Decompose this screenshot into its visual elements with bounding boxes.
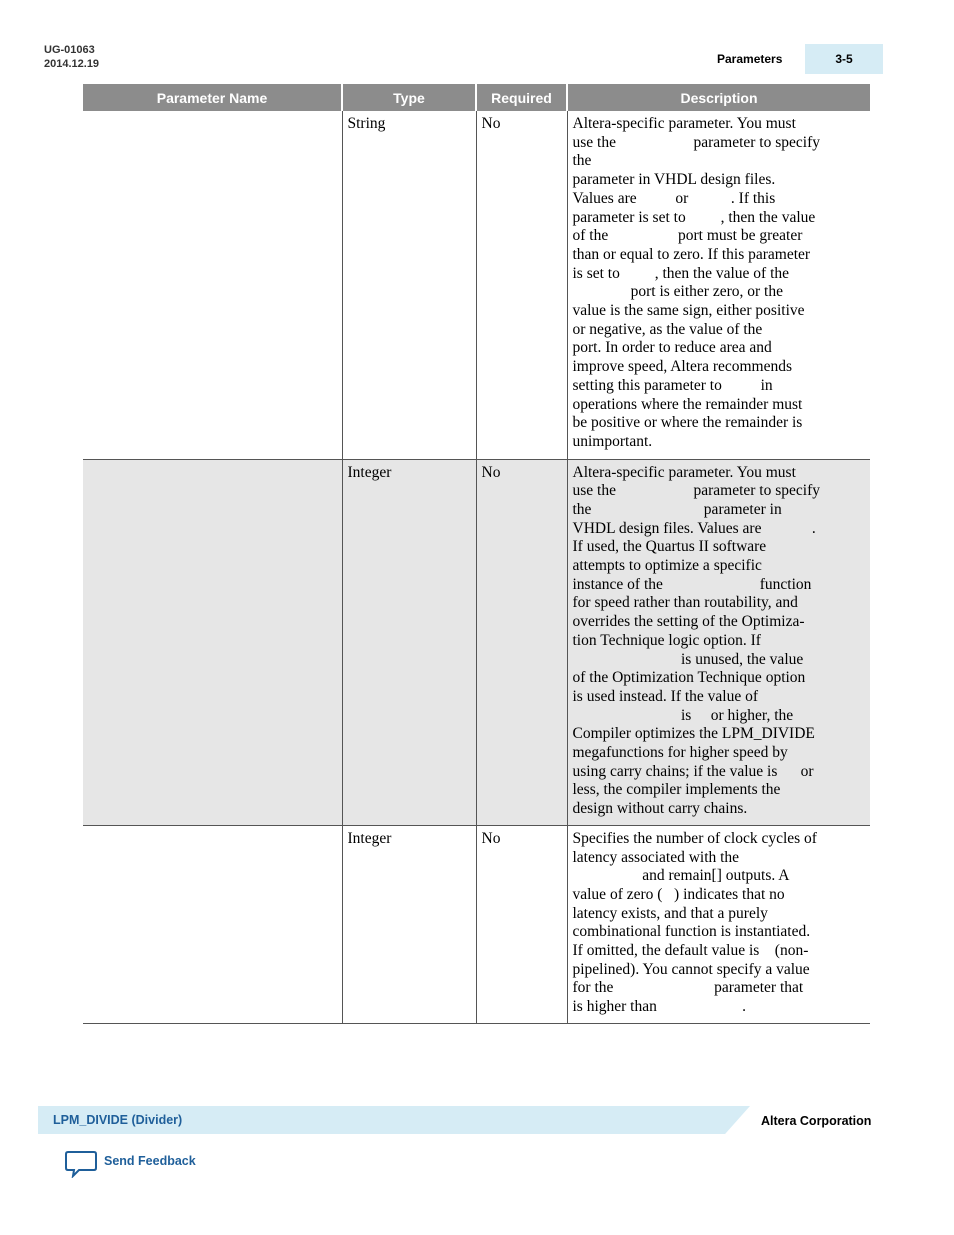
description-line: and remain[] outputs. A [572, 867, 790, 885]
description-line: parameter in VHDL design files. [572, 171, 776, 189]
description-line: unimportant. [572, 432, 653, 450]
description-line: the [572, 152, 592, 170]
description-line: pipelined). You cannot specify a value [572, 960, 810, 978]
cell-description [567, 825, 870, 1023]
cell-parameter-name [83, 111, 342, 459]
description-line: is higher than . [572, 998, 746, 1016]
description-line: Specifies the number of clock cycles of [572, 829, 817, 847]
footer-doc-title: LPM_DIVIDE (Divider) [53, 1113, 183, 1127]
description-line: latency exists, and that a purely [572, 904, 768, 922]
description-line: for the parameter that [572, 979, 804, 997]
description-line: use the parameter to specify [572, 482, 820, 500]
cell-type: String [342, 111, 476, 459]
description-line: less, the compiler implements the [572, 781, 781, 799]
column-header-parameter-name: Parameter Name [83, 84, 342, 111]
cell-parameter-name [83, 825, 342, 1023]
description-line: or negative, as the value of the [572, 320, 763, 338]
description-line: of the port must be greater [572, 227, 803, 245]
parameters-table [83, 84, 870, 1024]
footer-company: Altera Corporation [761, 1114, 872, 1128]
description-line: megafunctions for higher speed by [572, 744, 788, 762]
send-feedback-link[interactable]: Send Feedback [104, 1154, 196, 1168]
description-line: value is the same sign, either positive [572, 302, 805, 320]
page-number: 3-5 [805, 44, 883, 74]
doc-date: 2014.12.19 [44, 58, 100, 70]
description-line: If used, the Quartus II software [572, 538, 767, 556]
description-line: of the Optimization Technique option [572, 669, 806, 687]
description-line: tion Technique logic option. If [572, 631, 761, 649]
cell-required: No [476, 459, 567, 825]
description-line: instance of the function [572, 575, 812, 593]
description-line: Compiler optimizes the LPM_DIVIDE [572, 725, 815, 743]
description-line: is used instead. If the value of [572, 687, 759, 705]
description-line: setting this parameter to in [572, 376, 773, 394]
description-line: improve speed, Altera recommends [572, 358, 793, 376]
description-line: for speed rather than routability, and [572, 594, 798, 612]
description-line: Altera-specific parameter. You must [572, 463, 796, 481]
description-line: design without carry chains. [572, 800, 748, 818]
description-line: the parameter in [572, 500, 782, 518]
speech-bubble-icon[interactable] [65, 1150, 97, 1178]
description-line: combinational function is instantiated. [572, 923, 811, 941]
description-line: port is either zero, or the [572, 283, 783, 301]
description-line: parameter is set to , then the value [572, 208, 816, 226]
description-line: VHDL design files. Values are . [572, 519, 816, 537]
cell-required: No [476, 111, 567, 459]
description-line: If omitted, the default value is (non- [572, 942, 809, 960]
cell-type: Integer [342, 459, 476, 825]
description-line: Values are or . If this [572, 189, 776, 207]
table-header-row [83, 84, 870, 111]
doc-number: UG-01063 [44, 44, 95, 56]
description-line: using carry chains; if the value is or [572, 762, 814, 780]
description-line: operations where the remainder must [572, 395, 803, 413]
column-header-type: Type [342, 84, 476, 111]
description-line: use the parameter to specify [572, 133, 820, 151]
column-header-description: Description [567, 84, 870, 111]
description-line: overrides the setting of the Optimiza- [572, 613, 805, 631]
cell-required: No [476, 825, 567, 1023]
section-title: Parameters [717, 52, 783, 66]
description-line: latency associated with the [572, 848, 740, 866]
column-header-required: Required [476, 84, 567, 111]
description-line: be positive or where the remainder is [572, 414, 803, 432]
cell-description [567, 111, 870, 459]
description-line: than or equal to zero. If this parameter [572, 245, 811, 263]
table-row [83, 459, 870, 825]
table-row [83, 825, 870, 1023]
table-row [83, 111, 870, 459]
cell-type: Integer [342, 825, 476, 1023]
cell-parameter-name [83, 459, 342, 825]
description-line: is set to , then the value of the [572, 264, 790, 282]
description-line: is unused, the value [572, 650, 804, 668]
description-line: Altera-specific parameter. You must [572, 115, 796, 132]
document-id [44, 43, 99, 71]
description-line: is or higher, the [572, 706, 794, 724]
cell-description [567, 459, 870, 825]
description-line: value of zero ( ) indicates that no [572, 885, 785, 903]
description-line: port. In order to reduce area and [572, 339, 772, 357]
description-line: attempts to optimize a specific [572, 557, 762, 575]
